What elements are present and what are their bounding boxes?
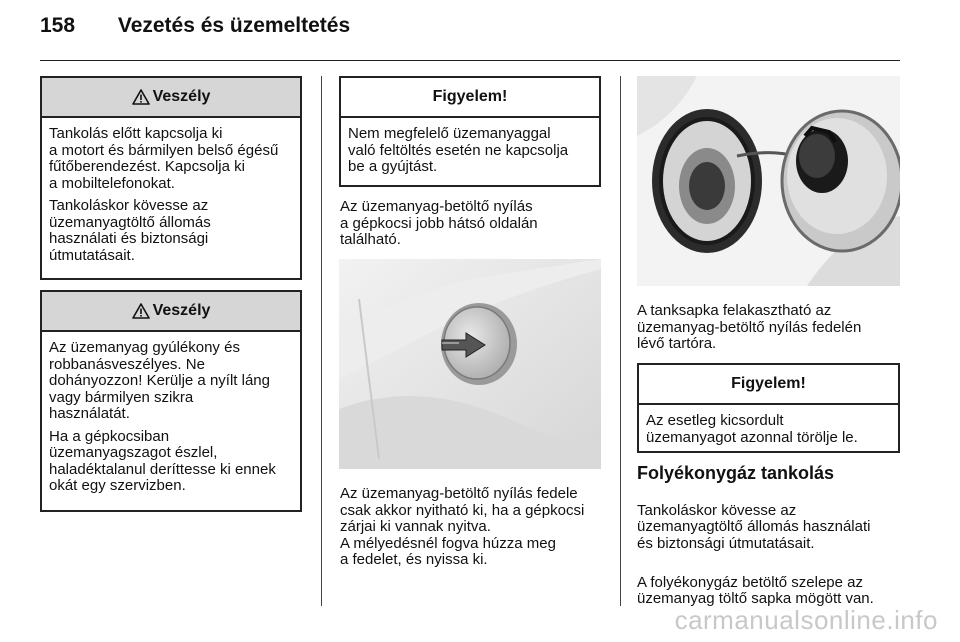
notice-box-title: Figyelem! bbox=[731, 375, 806, 392]
fuel-cap-photo bbox=[637, 76, 900, 286]
warning-triangle-icon bbox=[132, 303, 150, 319]
fuel-cap-holder-text: A tanksapka felakasztható az üzemanyag-betöltő nyílás fedelén lévő tartóra. bbox=[637, 302, 862, 352]
watermark: carmanualsonline.info bbox=[674, 605, 938, 635]
fuel-filler-location-text: Az üzemanyag-betöltő nyílás a gépkocsi jobb hátsó oldalán található. bbox=[340, 198, 538, 248]
notice-body: Nem megfelelő üzemanyaggal való feltöltés esetén ne kapcsolja be a gyújtást. bbox=[348, 125, 569, 175]
notice-body: Az esetleg kicsordult üzemanyagot azonnal törölje le. bbox=[646, 412, 858, 446]
fuel-flap-illustration bbox=[339, 259, 601, 469]
notice-box bbox=[339, 76, 601, 187]
danger-paragraph: Tankoláskor kövesse az üzemanyagtöltő állomás használati és biztonsági útmutatásait. bbox=[49, 197, 211, 264]
danger-box bbox=[40, 76, 302, 280]
notice-box-title: Figyelem! bbox=[432, 88, 508, 105]
page-number: 158 bbox=[40, 14, 76, 37]
page-title: Vezetés és üzemeltetés bbox=[117, 14, 351, 37]
header-rule bbox=[40, 60, 900, 61]
notice-box-header bbox=[341, 78, 599, 118]
lpg-paragraph: Tankoláskor kövesse az üzemanyagtöltő állomás használati és biztonsági útmutatásait. bbox=[637, 501, 871, 552]
fuel-flap-photo bbox=[339, 259, 601, 469]
danger-box-header bbox=[42, 78, 300, 118]
notice-box bbox=[637, 363, 900, 453]
notice-box-header bbox=[639, 365, 898, 405]
page-header bbox=[40, 14, 350, 38]
lpg-paragraph: A folyékonygáz betöltő szelepe az üzemanyag töltő sapka mögött van. bbox=[637, 573, 874, 607]
danger-box-header bbox=[42, 292, 300, 332]
danger-box bbox=[40, 290, 302, 512]
lpg-section-title: Folyékonygáz tankolás bbox=[637, 463, 835, 483]
column-divider bbox=[620, 76, 621, 606]
fuel-flap-caption: Az üzemanyag-betöltő nyílás fedele csak akkor nyitható ki, ha a gépkocsi zárjai ki vannak nyitva. A mélyedésnél fogva húzza meg a fedelet, és nyissa ki. bbox=[340, 485, 585, 568]
danger-box-title: Veszély bbox=[152, 302, 211, 319]
danger-paragraph: Tankolás előtt kapcsolja ki a motort és bármilyen belső égésű fűtőberendezést. Kapcsolja ki a mobiltelefonokat. bbox=[49, 125, 279, 192]
warning-triangle-icon bbox=[132, 89, 150, 105]
danger-box-title: Veszély bbox=[152, 88, 211, 105]
danger-paragraph: Ha a gépkocsiban üzemanyagszagot észlel, haladéktalanul deríttesse ki ennek okát egy szervizben. bbox=[49, 427, 276, 494]
column-divider bbox=[321, 76, 322, 606]
fuel-cap-illustration bbox=[637, 76, 900, 286]
danger-paragraph: Az üzemanyag gyúlékony és robbanásveszélyes. Ne dohányozzon! Kerülje a nyílt láng vagy bármilyen szikra használatát. bbox=[49, 339, 270, 422]
